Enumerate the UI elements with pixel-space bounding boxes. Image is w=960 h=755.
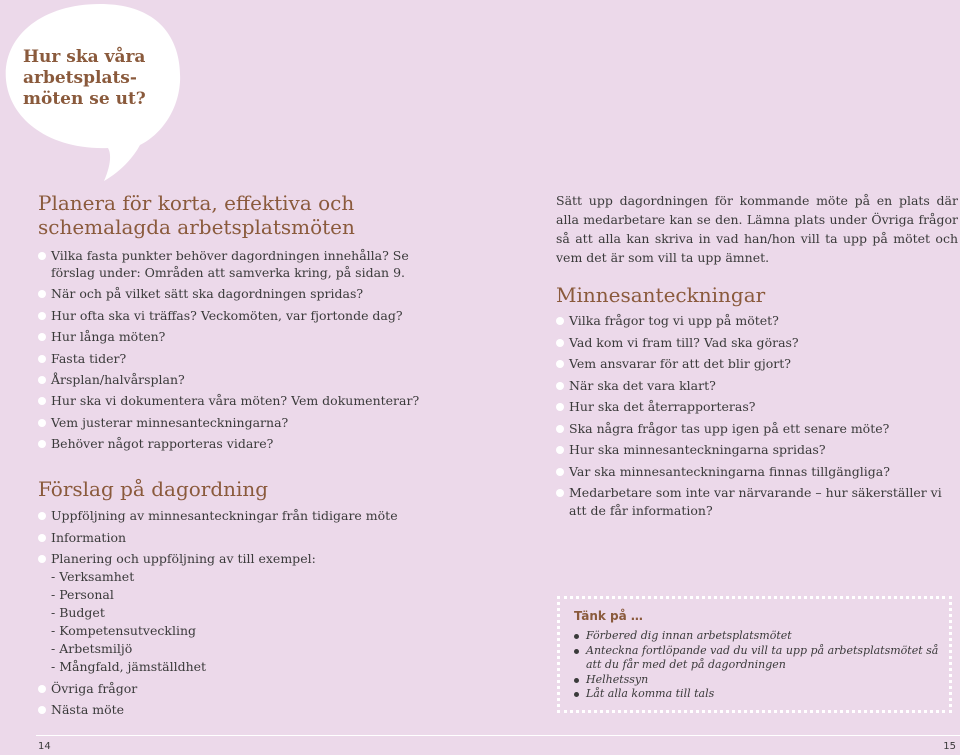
list-item: Var ska minnesanteckningarna finnas tillgängliga? — [556, 463, 956, 481]
list-item: Fasta tider? — [38, 350, 438, 367]
minnes-heading: Minnesanteckningar — [556, 283, 766, 307]
list-item: Årsplan/halvårsplan? — [38, 371, 438, 388]
list-item: Vem ansvarar för att det blir gjort? — [556, 355, 956, 373]
list-item: Nästa möte — [38, 701, 458, 719]
sub-item: - Verksamhet — [51, 569, 135, 584]
sub-item: - Mångfald, jämställdhet — [51, 659, 207, 674]
plan-heading: Planera för korta, effektiva och schemalagda arbetsplatsmöten — [38, 191, 355, 239]
agenda-list — [38, 507, 458, 723]
sub-item: - Budget — [51, 605, 105, 620]
minutes-list — [556, 312, 956, 523]
list-item: Hur ska vi dokumentera våra möten? Vem dokumenterar? — [38, 392, 438, 409]
list-item: Vilka fasta punkter behöver dagordningen innehålla? Se förslag under: Områden att samverka kring, på sidan 9. — [38, 247, 438, 281]
list-item: Uppföljning av minnesanteckningar från tidigare möte — [38, 507, 458, 525]
tip-item: Förbered dig innan arbetsplatsmötet — [574, 629, 944, 644]
tip-list — [574, 629, 944, 702]
list-item: Övriga frågor — [38, 680, 458, 698]
list-item: Information — [38, 529, 458, 547]
list-item — [38, 550, 458, 676]
tip-title: Tänk på … — [574, 609, 643, 623]
tip-item: Helhetssyn — [574, 673, 944, 688]
page-number-right: 15 — [943, 741, 956, 752]
bubble-heading — [23, 47, 163, 110]
bubble-line: Hur ska våra — [23, 47, 146, 67]
list-item-label: Planering och uppföljning av till exempel: — [51, 551, 316, 566]
list-item: Hur ofta ska vi träffas? Veckomöten, var fjortonde dag? — [38, 307, 438, 324]
tip-item: Låt alla komma till tals — [574, 687, 944, 702]
list-item: När och på vilket sätt ska dagordningen spridas? — [38, 285, 438, 302]
plan-list — [38, 247, 438, 457]
list-item: Hur ska det återrapporteras? — [556, 398, 956, 416]
list-item: Hur ska minnesanteckningarna spridas? — [556, 441, 956, 459]
list-item: Vilka frågor tog vi upp på mötet? — [556, 312, 956, 330]
list-item: Behöver något rapporteras vidare? — [38, 435, 438, 452]
speech-bubble — [0, 0, 200, 190]
footer-divider — [36, 735, 960, 736]
tip-box — [557, 596, 952, 713]
page-number-left: 14 — [38, 741, 51, 752]
sub-item: - Arbetsmiljö — [51, 641, 133, 656]
sub-item: - Kompetensutveckling — [51, 623, 197, 638]
tip-item: Anteckna fortlöpande vad du vill ta upp på arbetsplatsmötet så att du får med det på dagordningen — [574, 644, 944, 673]
list-item: Hur långa möten? — [38, 328, 438, 345]
bubble-line: möten se ut? — [23, 89, 146, 109]
list-item: Medarbetare som inte var närvarande – hur säkerställer vi att de får information? — [556, 484, 956, 519]
list-item: Vad kom vi fram till? Vad ska göras? — [556, 334, 956, 352]
list-item: När ska det vara klart? — [556, 377, 956, 395]
sub-item: - Personal — [51, 587, 114, 602]
intro-paragraph: Sätt upp dagordningen för kommande möte på en plats där alla medarbetare kan se den. Lämna plats under Övriga frågor så att alla kan skriva in vad han/hon vill ta upp på mötet och vem det är som vill ta upp ämnet. — [556, 193, 958, 265]
bubble-line: arbetsplats- — [23, 68, 137, 88]
forslag-heading: Förslag på dagordning — [38, 477, 269, 501]
list-item: Ska några frågor tas upp igen på ett senare möte? — [556, 420, 956, 438]
list-item: Vem justerar minnesanteckningarna? — [38, 414, 438, 431]
